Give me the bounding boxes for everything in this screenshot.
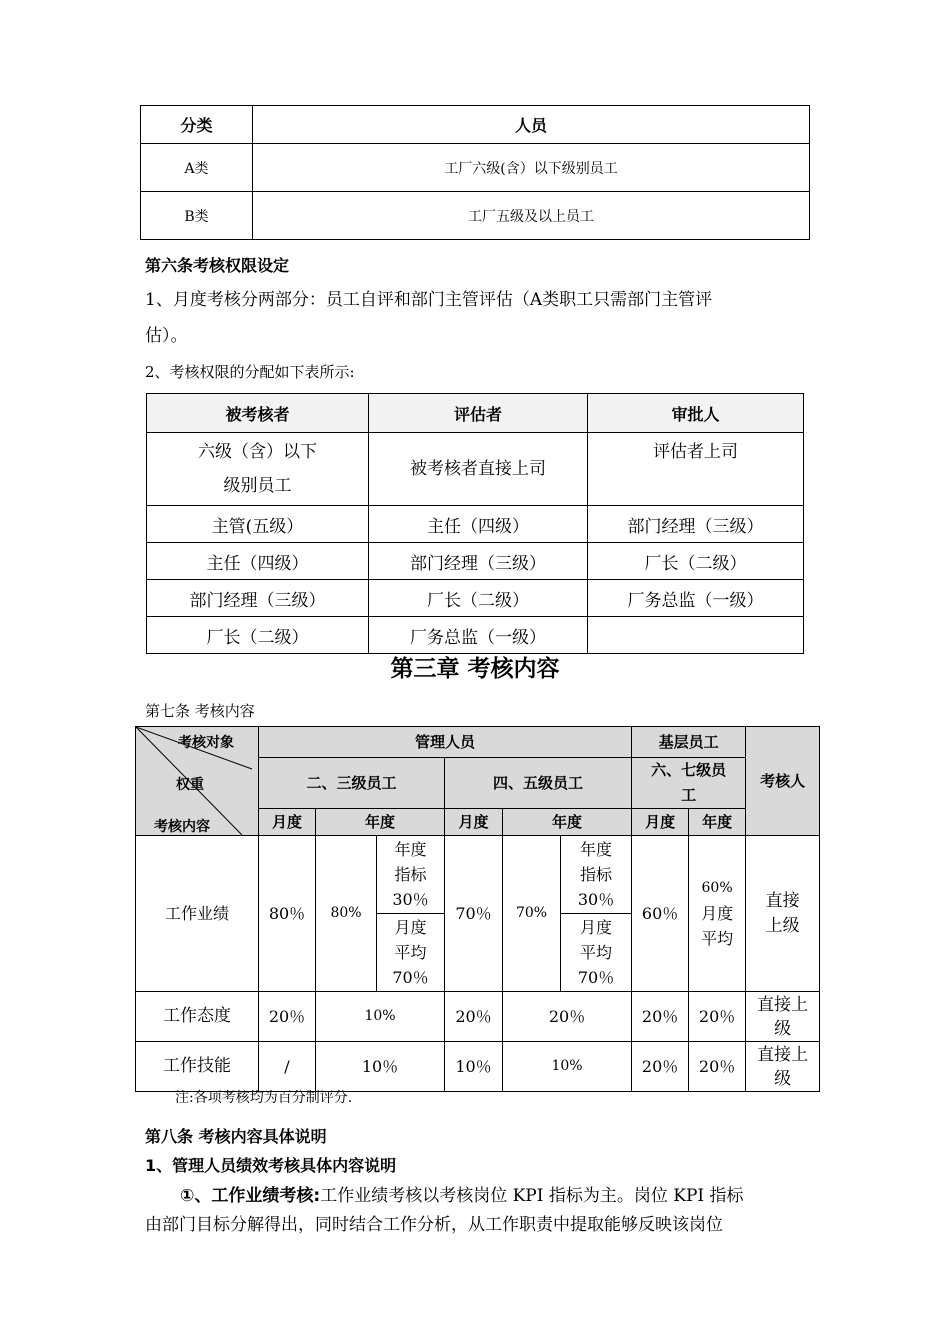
split-line: 平均 bbox=[394, 943, 427, 962]
split-annual bbox=[561, 836, 631, 914]
cell-line: 月度 bbox=[701, 904, 734, 923]
split-line: 指标 bbox=[580, 865, 613, 884]
table1-cell: 工厂六级(含）以下级别员工 bbox=[253, 144, 810, 192]
content-work-performance: 工作业绩 bbox=[136, 836, 259, 992]
diagonal-header-cell bbox=[136, 727, 259, 836]
content-work-skill: 工作技能 bbox=[136, 1042, 259, 1092]
cell-line: 直接上 bbox=[757, 1044, 809, 1065]
cell-line: 直接上 bbox=[757, 994, 809, 1015]
group-header-base: 基层员工 bbox=[632, 727, 746, 758]
staff-category-table bbox=[140, 105, 810, 240]
weight-cell bbox=[689, 836, 746, 992]
cell-line: 级 bbox=[774, 1018, 792, 1039]
period-yearly: 年度 bbox=[689, 809, 746, 836]
weight-cell: 20％ bbox=[632, 1042, 689, 1092]
table2-cell: 部门经理（三级） bbox=[147, 580, 369, 617]
weight-cell: 70％ bbox=[445, 836, 503, 992]
table2-header: 评估者 bbox=[369, 394, 588, 433]
content-work-attitude: 工作态度 bbox=[136, 992, 259, 1042]
split-line: 30％ bbox=[392, 890, 429, 909]
split-line: 70％ bbox=[392, 968, 429, 987]
split-line: 年度 bbox=[394, 840, 427, 859]
table1-header-staff: 人员 bbox=[253, 106, 810, 144]
period-monthly: 月度 bbox=[259, 809, 316, 836]
table2-header: 审批人 bbox=[588, 394, 804, 433]
subgroup-grade-2-3: 二、三级员工 bbox=[259, 758, 445, 809]
assessor-cell bbox=[746, 992, 820, 1042]
diag-label-weight: 权重 bbox=[176, 777, 204, 793]
table1-header-category: 分类 bbox=[141, 106, 253, 144]
table2-header: 被考核者 bbox=[147, 394, 369, 433]
table2-cell: 厂长（二级） bbox=[369, 580, 588, 617]
cell-line: 级 bbox=[774, 1068, 792, 1089]
weight-cell: 20％ bbox=[689, 992, 746, 1042]
table2-cell: 主管(五级） bbox=[147, 506, 369, 543]
split-annual bbox=[377, 836, 444, 914]
diag-label-content: 考核内容 bbox=[154, 819, 210, 835]
weight-cell: 20％ bbox=[632, 992, 689, 1042]
article8-subtitle: 1、管理人员绩效考核具体内容说明 bbox=[145, 1156, 397, 1175]
diag-label-target: 考核对象 bbox=[178, 735, 234, 751]
weight-cell: 80％ bbox=[259, 836, 316, 992]
split-monthly bbox=[561, 914, 631, 991]
split-line: 平均 bbox=[580, 943, 613, 962]
cell-line: 60% bbox=[701, 880, 733, 896]
article8-bold-lead: ①、工作业绩考核: bbox=[180, 1186, 321, 1206]
cell-line: 上级 bbox=[765, 915, 800, 936]
assessment-authority-table bbox=[146, 393, 804, 654]
weight-cell: 10% bbox=[316, 992, 445, 1042]
weight-cell: 10％ bbox=[445, 1042, 503, 1092]
weight-cell: 10％ bbox=[316, 1042, 445, 1092]
split-line: 70％ bbox=[577, 968, 615, 987]
weight-cell: 70% bbox=[503, 836, 561, 992]
period-monthly: 月度 bbox=[445, 809, 503, 836]
subgroup-line: 工 bbox=[681, 786, 697, 804]
assessor-cell bbox=[746, 1042, 820, 1092]
weight-cell: 20％ bbox=[445, 992, 503, 1042]
period-monthly: 月度 bbox=[632, 809, 689, 836]
cell-line: 直接 bbox=[765, 890, 800, 911]
table2-cell: 厂长（二级） bbox=[147, 617, 369, 654]
weight-cell: 80% bbox=[316, 836, 377, 992]
table2-cell: 被考核者直接上司 bbox=[369, 433, 588, 506]
assessment-content-table bbox=[135, 726, 820, 1092]
table1-cell: 工厂五级及以上员工 bbox=[253, 192, 810, 240]
table2-cell-line: 六级（含）以下 bbox=[198, 442, 317, 462]
article6-para1-line2: 估）。 bbox=[145, 326, 188, 346]
chapter-title: 第三章 考核内容 bbox=[390, 656, 560, 682]
group-header-management: 管理人员 bbox=[259, 727, 632, 758]
table2-cell bbox=[588, 617, 804, 654]
table-note: 注:各项考核均为百分制评分. bbox=[175, 1090, 353, 1106]
subgroup-line: 六、七级员 bbox=[651, 761, 727, 779]
weight-cell: 20％ bbox=[259, 992, 316, 1042]
article8-paragraph-line2: 由部门目标分解得出，同时结合工作分析，从工作职责中提取能够反映该岗位 bbox=[145, 1215, 723, 1235]
table1-cell: B类 bbox=[141, 192, 253, 240]
period-yearly: 年度 bbox=[316, 809, 445, 836]
weight-cell: / bbox=[259, 1042, 316, 1092]
table2-cell: 主任（四级） bbox=[147, 543, 369, 580]
period-yearly: 年度 bbox=[503, 809, 632, 836]
weight-cell: 60％ bbox=[632, 836, 689, 992]
table2-cell: 部门经理（三级） bbox=[588, 506, 804, 543]
table1-cell: A类 bbox=[141, 144, 253, 192]
split-line: 年度 bbox=[580, 840, 613, 859]
split-line: 指标 bbox=[394, 865, 427, 884]
article8-text: 工作业绩考核以考核岗位 KPI 指标为主。岗位 KPI 指标 bbox=[320, 1186, 744, 1206]
table2-cell: 评估者上司 bbox=[588, 433, 804, 506]
table2-cell: 厂务总监（一级） bbox=[588, 580, 804, 617]
table2-cell: 主任（四级） bbox=[369, 506, 588, 543]
weight-cell: 20％ bbox=[503, 992, 632, 1042]
table2-cell: 厂长（二级） bbox=[588, 543, 804, 580]
article6-para2: 2、考核权限的分配如下表所示: bbox=[145, 363, 355, 381]
article8-paragraph-line1 bbox=[180, 1186, 744, 1206]
assessor-header: 考核人 bbox=[746, 727, 820, 836]
weight-split-cell bbox=[377, 836, 445, 992]
article6-para1-line1: 1、月度考核分两部分：员工自评和部门主管评估（A类职工只需部门主管评 bbox=[145, 290, 713, 310]
split-monthly bbox=[377, 914, 444, 991]
subgroup-grade-4-5: 四、五级员工 bbox=[445, 758, 632, 809]
table2-cell: 厂务总监（一级） bbox=[369, 617, 588, 654]
assessor-cell bbox=[746, 836, 820, 992]
article6-title: 第六条考核权限设定 bbox=[145, 256, 290, 275]
split-line: 月度 bbox=[580, 918, 613, 937]
split-line: 月度 bbox=[394, 918, 427, 937]
table2-cell-line: 级别员工 bbox=[223, 476, 292, 496]
subgroup-grade-6-7 bbox=[632, 758, 746, 809]
weight-split-cell bbox=[561, 836, 632, 992]
weight-cell: 20％ bbox=[689, 1042, 746, 1092]
table2-cell bbox=[147, 433, 369, 506]
split-line: 30％ bbox=[577, 890, 615, 909]
table2-cell: 部门经理（三级） bbox=[369, 543, 588, 580]
article7-title: 第七条 考核内容 bbox=[145, 702, 255, 720]
weight-cell: 10% bbox=[503, 1042, 632, 1092]
cell-line: 平均 bbox=[701, 929, 734, 948]
article8-title: 第八条 考核内容具体说明 bbox=[145, 1127, 327, 1146]
